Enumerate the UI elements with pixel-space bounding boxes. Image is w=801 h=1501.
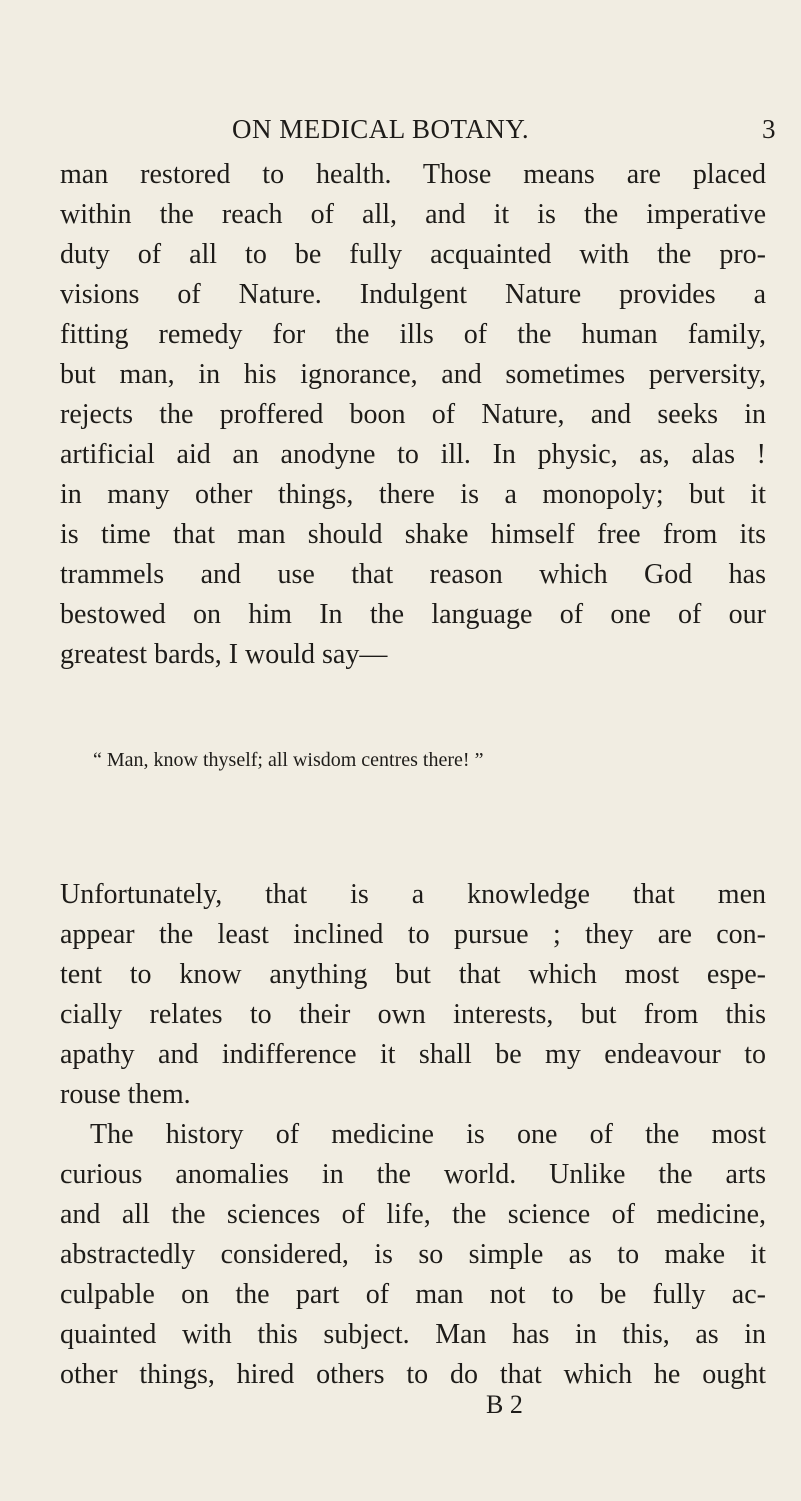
- text-line: greatest bards, I would say—: [60, 639, 388, 670]
- text-line: cially relates to their own interests, but from this: [60, 999, 766, 1030]
- quotation: “ Man, know thyself; all wisdom centres there! ”: [93, 749, 484, 771]
- paragraph-2: [60, 875, 766, 1395]
- text-line: fitting remedy for the ills of the human family,: [60, 319, 766, 350]
- running-head: [232, 114, 776, 154]
- text-line: duty of all to be fully acquainted with the pro-: [60, 239, 766, 270]
- text-line: rouse them.: [60, 1079, 191, 1110]
- text-line: rejects the proffered boon of Nature, and seeks in: [60, 399, 766, 430]
- text-line: but man, in his ignorance, and sometimes perversity,: [60, 359, 766, 390]
- text-line: apathy and indifference it shall be my endeavour to: [60, 1039, 766, 1070]
- signature-mark: B 2: [486, 1390, 523, 1419]
- text-line: culpable on the part of man not to be fully ac-: [60, 1279, 766, 1310]
- text-line: bestowed on him In the language of one of our: [60, 599, 766, 630]
- text-line: is time that man should shake himself free from its: [60, 519, 766, 550]
- text-line: within the reach of all, and it is the imperative: [60, 199, 766, 230]
- text-line: tent to know anything but that which most espe-: [60, 959, 766, 990]
- running-title: ON MEDICAL BOTANY.: [232, 114, 530, 144]
- text-line: The history of medicine is one of the most: [90, 1119, 766, 1150]
- text-line: quainted with this subject. Man has in this, as in: [60, 1319, 766, 1350]
- text-line: and all the sciences of life, the science of medicine,: [60, 1199, 766, 1230]
- text-line: curious anomalies in the world. Unlike the arts: [60, 1159, 766, 1190]
- page-number: 3: [762, 114, 776, 144]
- text-line: appear the least inclined to pursue ; they are con-: [60, 919, 766, 950]
- text-line: artificial aid an anodyne to ill. In physic, as, alas !: [60, 439, 766, 470]
- text-line: trammels and use that reason which God has: [60, 559, 766, 590]
- text-line: in many other things, there is a monopoly; but it: [60, 479, 766, 510]
- text-line: Unfortunately, that is a knowledge that men: [60, 879, 766, 910]
- text-line: other things, hired others to do that which he ought: [60, 1359, 766, 1390]
- text-line: man restored to health. Those means are placed: [60, 159, 766, 190]
- paragraph-1: [60, 155, 766, 675]
- text-line: visions of Nature. Indulgent Nature provides a: [60, 279, 766, 310]
- text-line: abstractedly considered, is so simple as to make it: [60, 1239, 766, 1270]
